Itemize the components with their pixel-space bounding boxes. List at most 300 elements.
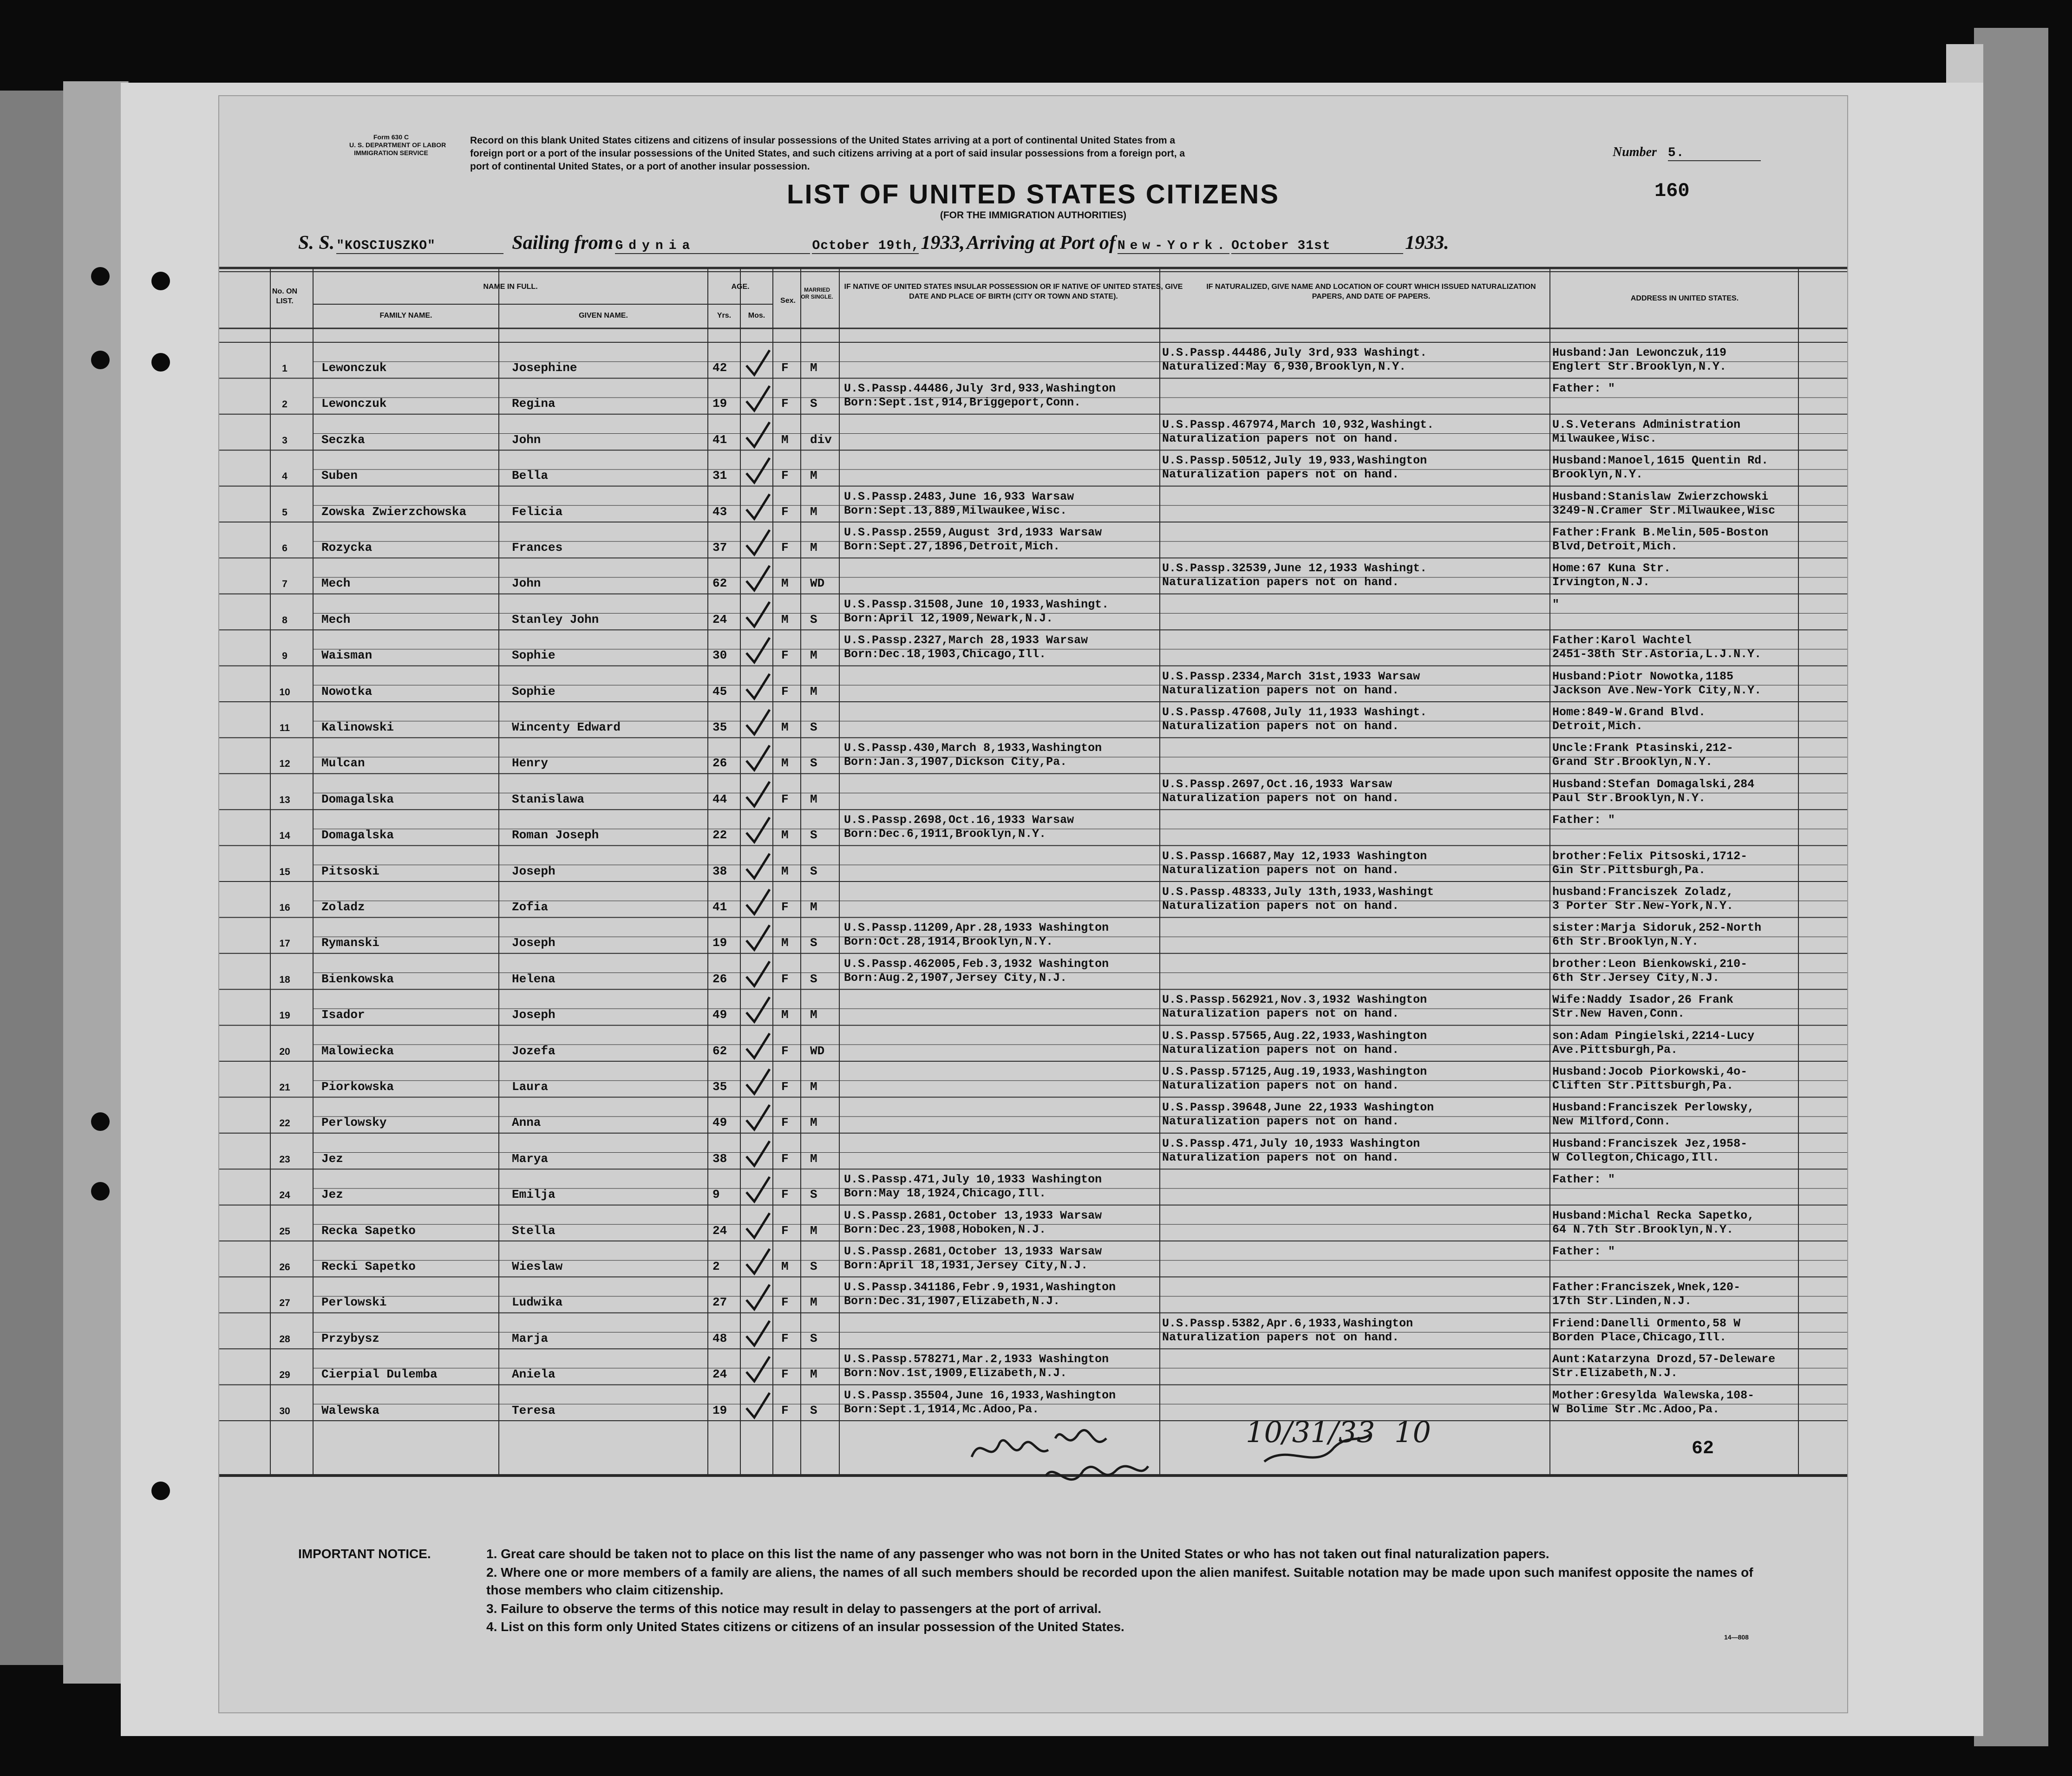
binder-hole (151, 272, 170, 290)
notice-item-3: 3. Failure to observe the terms of this notice may result in delay to passengers at the port of arrival. (486, 1601, 1102, 1616)
native-line-1: U.S.Passp.430,March 8,1933,Washington (844, 741, 1102, 755)
arriving-label: Arriving at Port of (966, 232, 1116, 254)
native-line-1: U.S.Passp.462005,Feb.3,1932 Washington (844, 957, 1109, 971)
family-name: Lewonczuk (321, 397, 387, 411)
age-years: 43 (712, 504, 727, 519)
check-mark-icon (744, 637, 772, 665)
naturalized-line-2: Naturalization papers not on hand. (1162, 683, 1399, 697)
row-number: 14 (279, 830, 290, 842)
sex: F (781, 1367, 789, 1382)
marital-status: WD (810, 576, 825, 591)
marital-status: M (810, 541, 817, 555)
given-name: Jozefa (512, 1044, 556, 1058)
address-line-1: Home:849-W.Grand Blvd. (1552, 705, 1706, 719)
native-line-2: Born:Dec.18,1903,Chicago,Ill. (844, 647, 1046, 661)
naturalized-line-1: U.S.Passp.50512,July 19,933,Washington (1162, 454, 1427, 468)
marital-status: M (810, 1080, 817, 1094)
check-mark-icon (744, 1356, 772, 1384)
given-name: Joseph (512, 936, 556, 950)
naturalized-line-2: Naturalization papers not on hand. (1162, 431, 1399, 445)
page-number: 160 (1654, 180, 1690, 202)
sex: M (781, 576, 789, 591)
naturalized-line-1: U.S.Passp.57565,Aug.22,1933,Washington (1162, 1029, 1427, 1043)
header-no: No. ON LIST. (272, 287, 298, 305)
given-name: Emilja (512, 1188, 556, 1202)
sex: F (781, 1080, 789, 1094)
marital-status: div (810, 432, 832, 447)
naturalized-line-2: Naturalization papers not on hand. (1162, 1043, 1399, 1057)
service-name: IMMIGRATION SERVICE (354, 149, 428, 157)
age-years: 24 (712, 1223, 727, 1238)
given-name: Sophie (512, 684, 556, 699)
row-number: 7 (282, 579, 288, 590)
address-line-2: 3 Porter Str.New-York,N.Y. (1552, 899, 1734, 913)
notice-item-2: 2. Where one or more members of a family are aliens, the names of all such members should be recorded upon the alien manifest. Suitable notation may be made upon such manifest opposite the names of those members who claim citizenship. (486, 1565, 1753, 1597)
header-given-name: GIVEN NAME. (579, 312, 628, 320)
check-mark-icon (744, 924, 772, 952)
native-line-1: U.S.Passp.31508,June 10,1933,Washingt. (844, 597, 1109, 611)
address-line-1: husband:Franciszek Zoladz, (1552, 885, 1734, 899)
sex: F (781, 469, 789, 483)
family-name: Domagalska (321, 828, 394, 842)
given-name: Anna (512, 1116, 541, 1130)
age-years: 37 (712, 541, 727, 555)
given-name: Wieslaw (512, 1260, 563, 1273)
age-years: 35 (712, 720, 727, 734)
header-address: ADDRESS IN UNITED STATES. (1630, 294, 1739, 302)
row-number: 29 (279, 1370, 290, 1381)
address-line-2: Grand Str.Brooklyn,N.Y. (1552, 755, 1713, 769)
naturalized-line-1: U.S.Passp.562921,Nov.3,1932 Washington (1162, 993, 1427, 1007)
family-name: Zoladz (321, 900, 365, 914)
row-number: 3 (282, 435, 288, 446)
naturalized-line-2: Naturalization papers not on hand. (1162, 1115, 1399, 1129)
binder-right (1974, 28, 2048, 1746)
check-mark-icon (744, 1104, 772, 1132)
family-name: Domagalska (321, 792, 394, 806)
marital-status: S (810, 756, 817, 770)
age-years: 38 (712, 864, 727, 878)
intro-line: port of continental United States, or a port of another insular possession. (470, 161, 810, 172)
native-line-1: U.S.Passp.11209,Apr.28,1933 Washington (844, 921, 1109, 935)
native-line-2: Born:Sept.27,1896,Detroit,Mich. (844, 540, 1060, 553)
family-name: Piorkowska (321, 1080, 394, 1094)
handwritten-date: 10/31/33 (1246, 1415, 1375, 1449)
given-name: Teresa (512, 1403, 556, 1417)
family-name: Lewonczuk (321, 361, 387, 375)
sex: F (781, 541, 789, 555)
naturalized-line-1: U.S.Passp.467974,March 10,932,Washingt. (1162, 418, 1434, 431)
age-years: 31 (712, 469, 727, 483)
age-years: 24 (712, 612, 727, 627)
marital-status: S (810, 720, 817, 734)
address-line-1: " (1552, 597, 1560, 611)
naturalized-line-2: Naturalization papers not on hand. (1162, 575, 1399, 589)
row-number: 27 (279, 1298, 290, 1309)
binder-hole (151, 353, 170, 372)
check-mark-icon (744, 457, 772, 485)
given-name: Roman Joseph (512, 828, 599, 842)
family-name: Mech (321, 576, 351, 591)
given-name: Ludwika (512, 1295, 563, 1310)
native-line-2: Born:Sept.13,889,Milwaukee,Wisc. (844, 503, 1067, 517)
ship-name: "KOSCIUSZKO" (336, 239, 503, 254)
check-mark-icon (744, 421, 772, 449)
address-line-2: 3249-N.Cramer Str.Milwaukee,Wisc (1552, 503, 1776, 517)
arrival-port: New-York. (1117, 239, 1230, 253)
sex: M (781, 720, 789, 734)
sex: M (781, 864, 789, 878)
check-mark-icon (744, 349, 772, 377)
age-years: 41 (712, 432, 727, 447)
row-number: 19 (279, 1010, 290, 1021)
age-years: 2 (712, 1260, 720, 1273)
sex: M (781, 1008, 789, 1022)
given-name: Laura (512, 1080, 549, 1094)
page-title: LIST OF UNITED STATES CITIZENS (787, 179, 1280, 209)
native-line-1: U.S.Passp.578271,Mar.2,1933 Washington (844, 1352, 1109, 1366)
given-name: John (512, 432, 541, 447)
family-name: Walewska (321, 1403, 379, 1417)
age-years: 48 (712, 1331, 727, 1345)
native-line-1: U.S.Passp.2698,Oct.16,1933 Warsaw (844, 813, 1074, 827)
native-line-1: U.S.Passp.2327,March 28,1933 Warsaw (844, 633, 1088, 647)
address-line-2: W Bolime Str.Mc.Adoo,Pa. (1552, 1402, 1720, 1416)
form-code: Form 630 C (373, 133, 409, 141)
sailing-date: October 19th, (812, 239, 920, 253)
address-line-1: Father:Karol Wachtel (1552, 633, 1692, 647)
address-line-2: Str.New Haven,Conn. (1552, 1007, 1685, 1021)
given-name: Bella (512, 469, 549, 483)
row-number: 18 (279, 974, 290, 985)
naturalized-line-1: U.S.Passp.44486,July 3rd,933 Washingt. (1162, 346, 1427, 359)
given-name: Stella (512, 1223, 556, 1238)
row-number: 15 (279, 866, 290, 877)
check-mark-icon (744, 781, 772, 809)
naturalized-line-1: U.S.Passp.2697,Oct.16,1933 Warsaw (1162, 777, 1392, 791)
age-years: 19 (712, 1403, 727, 1417)
address-line-1: Father: " (1552, 813, 1615, 827)
given-name: Helena (512, 972, 556, 986)
handwritten-count: 10 (1394, 1415, 1431, 1449)
sex: F (781, 684, 789, 699)
family-name: Pitsoski (321, 864, 379, 878)
age-years: 38 (712, 1151, 727, 1166)
check-mark-icon (744, 960, 772, 988)
marital-status: M (810, 684, 817, 699)
naturalized-line-2: Naturalization papers not on hand. (1162, 791, 1399, 805)
native-line-1: U.S.Passp.471,July 10,1933 Washington (844, 1173, 1102, 1187)
given-name: Aniela (512, 1367, 556, 1382)
sex: M (781, 936, 789, 950)
marital-status: M (810, 648, 817, 663)
sex: M (781, 828, 789, 842)
given-name: Frances (512, 541, 563, 555)
marital-status: M (810, 1223, 817, 1238)
notice-title: IMPORTANT NOTICE. (298, 1547, 431, 1561)
family-name: Malowiecka (321, 1044, 394, 1058)
sex: F (781, 1151, 789, 1166)
manifest-page (218, 95, 1848, 1713)
header-age: AGE. (731, 283, 750, 291)
native-line-1: U.S.Passp.2681,October 13,1933 Warsaw (844, 1245, 1102, 1258)
row-number: 28 (279, 1333, 290, 1345)
check-mark-icon (744, 1140, 772, 1168)
sex: F (781, 900, 789, 914)
header-name-in-full: NAME IN FULL. (483, 283, 538, 291)
address-line-1: Wife:Naddy Isador,26 Frank (1552, 993, 1734, 1007)
number-value: 5. (1668, 146, 1761, 161)
address-line-1: Father:Franciszek,Wnek,120- (1552, 1280, 1741, 1294)
sex: F (781, 1044, 789, 1058)
arrival-year: 1933. (1405, 232, 1449, 254)
family-name: Zowska Zwierzchowska (321, 504, 467, 519)
address-line-2: Brooklyn,N.Y. (1552, 468, 1643, 482)
marital-status: M (810, 361, 817, 375)
row-number: 23 (279, 1154, 290, 1165)
family-name: Rymanski (321, 936, 379, 950)
marital-status: M (810, 900, 817, 914)
naturalized-line-2: Naturalization papers not on hand. (1162, 863, 1399, 877)
check-mark-icon (744, 1068, 772, 1096)
given-name: Joseph (512, 864, 556, 878)
sex: F (781, 504, 789, 519)
age-years: 30 (712, 648, 727, 663)
sailing-port: Gdynia (615, 239, 810, 254)
marital-status: S (810, 612, 817, 627)
family-name: Nowotka (321, 684, 373, 699)
check-mark-icon (744, 385, 772, 413)
row-number: 20 (279, 1046, 290, 1057)
check-mark-icon (744, 493, 772, 521)
check-mark-icon (744, 1176, 772, 1204)
family-name: Przybysz (321, 1331, 379, 1345)
age-years: 41 (712, 900, 727, 914)
address-line-1: Aunt:Katarzyna Drozd,57-Deleware (1552, 1352, 1776, 1366)
naturalized-line-2: Naturalization papers not on hand. (1162, 1150, 1399, 1164)
binder-hole (91, 351, 110, 369)
marital-status: M (810, 1151, 817, 1166)
native-line-2: Born:Oct.28,1914,Brooklyn,N.Y. (844, 935, 1053, 949)
naturalized-line-1: U.S.Passp.48333,July 13th,1933,Washingt (1162, 885, 1434, 899)
native-line-1: U.S.Passp.35504,June 16,1933,Washington (844, 1388, 1116, 1402)
check-mark-icon (744, 1212, 772, 1240)
age-years: 19 (712, 397, 727, 411)
given-name: Wincenty Edward (512, 720, 621, 734)
family-name: Recka Sapetko (321, 1223, 416, 1238)
naturalized-line-2: Naturalization papers not on hand. (1162, 1007, 1399, 1021)
marital-status: M (810, 1116, 817, 1130)
given-name: Stanislawa (512, 792, 585, 806)
family-name: Recki Sapetko (321, 1260, 416, 1273)
age-years: 42 (712, 361, 727, 375)
marital-status: M (810, 469, 817, 483)
native-line-2: Born:Dec.6,1911,Brooklyn,N.Y. (844, 827, 1046, 841)
binder-left (0, 91, 65, 1665)
native-line-1: U.S.Passp.44486,July 3rd,933,Washington (844, 382, 1116, 396)
age-years: 24 (712, 1367, 727, 1382)
address-line-1: sister:Marja Sidoruk,252-North (1552, 921, 1762, 935)
naturalized-line-2: Naturalization papers not on hand. (1162, 719, 1399, 733)
address-line-2: W Collegton,Chicago,Ill. (1552, 1150, 1720, 1164)
sex: F (781, 1188, 789, 1202)
header-sex: Sex. (780, 297, 796, 305)
family-name: Mech (321, 612, 351, 627)
marital-status: S (810, 397, 817, 411)
check-mark-icon (744, 1284, 772, 1312)
arrival-date: October 31st (1231, 239, 1403, 254)
given-name: Marya (512, 1151, 549, 1166)
sex: M (781, 432, 789, 447)
family-name: Cierpial Dulemba (321, 1367, 438, 1382)
address-line-1: Husband:Stefan Domagalski,284 (1552, 777, 1755, 791)
age-years: 26 (712, 972, 727, 986)
header-naturalized: IF NATURALIZED, GIVE NAME AND LOCATION OF COURT WHICH ISSUED NATURALIZATION PAPERS, AND DATE OF PAPERS. (1206, 283, 1536, 300)
native-line-1: U.S.Passp.341186,Febr.9,1931,Washington (844, 1280, 1116, 1294)
address-line-1: son:Adam Pingielski,2214-Lucy (1552, 1029, 1755, 1043)
check-mark-icon (744, 673, 772, 701)
family-name: Perlowski (321, 1295, 387, 1310)
notice-item-4: 4. List on this form only United States citizens or citizens of an insular possession of the United States. (486, 1619, 1124, 1634)
naturalized-line-2: Naturalization papers not on hand. (1162, 1330, 1399, 1344)
row-number: 22 (279, 1118, 290, 1129)
binder-hole (91, 1112, 110, 1131)
address-line-1: Husband:Michal Recka Sapetko, (1552, 1208, 1755, 1222)
address-line-1: Husband:Jocob Piorkowski,4o- (1552, 1065, 1748, 1078)
check-mark-icon (744, 888, 772, 916)
row-number: 5 (282, 507, 288, 518)
row-number: 10 (279, 686, 290, 698)
age-years: 45 (712, 684, 727, 699)
row-number: 1 (282, 363, 288, 374)
address-line-2: New Milford,Conn. (1552, 1115, 1671, 1129)
marital-status: WD (810, 1044, 825, 1058)
binder-strip (63, 81, 129, 1684)
naturalized-line-2: Naturalization papers not on hand. (1162, 1079, 1399, 1092)
address-line-2: 17th Str.Linden,N.J. (1552, 1294, 1692, 1308)
department-name: U. S. DEPARTMENT OF LABOR (349, 141, 446, 149)
family-name: Suben (321, 469, 358, 483)
address-line-2: Cliften Str.Pittsburgh,Pa. (1552, 1079, 1734, 1092)
family-name: Waisman (321, 648, 373, 663)
marital-status: S (810, 1188, 817, 1202)
naturalized-line-1: U.S.Passp.47608,July 11,1933 Washingt. (1162, 705, 1427, 719)
native-line-2: Born:Sept.1,1914,Mc.Adoo,Pa. (844, 1402, 1039, 1416)
row-number: 21 (279, 1082, 290, 1093)
age-years: 49 (712, 1008, 727, 1022)
naturalized-line-1: U.S.Passp.57125,Aug.19,1933,Washington (1162, 1065, 1427, 1078)
address-line-1: Friend:Danelli Ormento,58 W (1552, 1316, 1741, 1330)
age-years: 44 (712, 792, 727, 806)
age-years: 27 (712, 1295, 727, 1310)
check-mark-icon (744, 744, 772, 772)
native-line-2: Born:Dec.31,1907,Elizabeth,N.J. (844, 1294, 1060, 1308)
address-line-1: Husband:Stanislaw Zwierzchowski (1552, 490, 1769, 503)
native-line-2: Born:April 12,1909,Newark,N.J. (844, 611, 1053, 625)
marital-status: M (810, 1367, 817, 1382)
family-name: Mulcan (321, 756, 365, 770)
header-mos: Mos. (748, 312, 765, 320)
marital-status: S (810, 1260, 817, 1273)
family-name: Isador (321, 1008, 365, 1022)
row-number: 6 (282, 543, 288, 554)
given-name: Felicia (512, 504, 563, 519)
row-number: 17 (279, 938, 290, 949)
age-years: 9 (712, 1188, 720, 1202)
address-line-2: Paul Str.Brooklyn,N.Y. (1552, 791, 1706, 805)
age-years: 62 (712, 576, 727, 591)
sex: F (781, 1116, 789, 1130)
address-line-2: Blvd,Detroit,Mich. (1552, 540, 1678, 553)
inspector-signature (962, 1406, 1427, 1513)
given-name: Josephine (512, 361, 577, 375)
address-line-1: brother:Leon Bienkowski,210- (1552, 957, 1748, 971)
address-line-1: Father: " (1552, 1173, 1615, 1187)
given-name: Regina (512, 397, 556, 411)
age-years: 35 (712, 1080, 727, 1094)
row-number: 16 (279, 902, 290, 913)
marital-status: S (810, 936, 817, 950)
check-mark-icon (744, 1392, 772, 1420)
check-mark-icon (744, 1248, 772, 1276)
check-mark-icon (744, 601, 772, 629)
binder-hole (91, 267, 110, 286)
header-native: IF NATIVE OF UNITED STATES INSULAR POSSESSION OR IF NATIVE OF UNITED STATES, GIVE DATE AND PLACE OF BIRTH (CITY OR TOWN AND STATE). (844, 283, 1183, 300)
check-mark-icon (744, 529, 772, 557)
native-line-2: Born:May 18,1924,Chicago,Ill. (844, 1187, 1046, 1201)
family-name: Perlowsky (321, 1116, 387, 1130)
address-line-1: Home:67 Kuna Str. (1552, 562, 1671, 575)
form-footer-code: 14—808 (1724, 1633, 1749, 1641)
address-line-2: 6th Str.Jersey City,N.J. (1552, 971, 1720, 985)
age-years: 62 (712, 1044, 727, 1058)
check-mark-icon (744, 1032, 772, 1060)
address-line-2: Borden Place,Chicago,Ill. (1552, 1330, 1727, 1344)
notice-item-1: 1. Great care should be taken not to place on this list the name of any passenger who was not born in the United States or who has not taken out final naturalization papers. (486, 1547, 1549, 1561)
given-name: Henry (512, 756, 549, 770)
naturalized-line-1: U.S.Passp.32539,June 12,1933 Washingt. (1162, 562, 1427, 575)
marital-status: S (810, 972, 817, 986)
address-line-2: Gin Str.Pittsburgh,Pa. (1552, 863, 1706, 877)
address-line-2: Jackson Ave.New-York City,N.Y. (1552, 683, 1762, 697)
check-mark-icon (744, 565, 772, 593)
sex: F (781, 1295, 789, 1310)
address-line-1: Husband:Manoel,1615 Quentin Rd. (1552, 454, 1769, 468)
address-line-2: 6th Str.Brooklyn,N.Y. (1552, 935, 1699, 949)
binder-hole (151, 1482, 170, 1500)
native-line-2: Born:April 18,1931,Jersey City,N.J. (844, 1259, 1088, 1272)
marital-status: S (810, 1403, 817, 1417)
given-name: Sophie (512, 648, 556, 663)
address-line-1: Husband:Jan Lewonczuk,119 (1552, 346, 1727, 359)
row-number: 12 (279, 758, 290, 770)
intro-line: Record on this blank United States citizens and citizens of insular possessions of the United States arriving at a port of continental United States from a (470, 135, 1176, 146)
sex: M (781, 612, 789, 627)
address-line-1: Mother:Gresylda Walewska,108- (1552, 1388, 1755, 1402)
naturalized-line-2: Naturalization papers not on hand. (1162, 468, 1399, 482)
address-line-1: Husband:Franciszek Perlowsky, (1552, 1101, 1755, 1115)
row-number: 9 (282, 651, 288, 662)
naturalized-line-1: U.S.Passp.2334,March 31st,1933 Warsaw (1162, 669, 1420, 683)
native-line-1: U.S.Passp.2681,October 13,1933 Warsaw (844, 1208, 1102, 1222)
header-yrs: Yrs. (717, 312, 732, 320)
address-line-2: 2451-38th Str.Astoria,L.J.N.Y. (1552, 647, 1762, 661)
check-mark-icon (744, 816, 772, 844)
address-line-1: Father: " (1552, 382, 1615, 396)
row-number: 25 (279, 1226, 290, 1237)
naturalized-line-2: Naturalized:May 6,930,Brooklyn,N.Y. (1162, 360, 1406, 373)
address-line-1: Father:Frank B.Melin,505-Boston (1552, 526, 1769, 539)
